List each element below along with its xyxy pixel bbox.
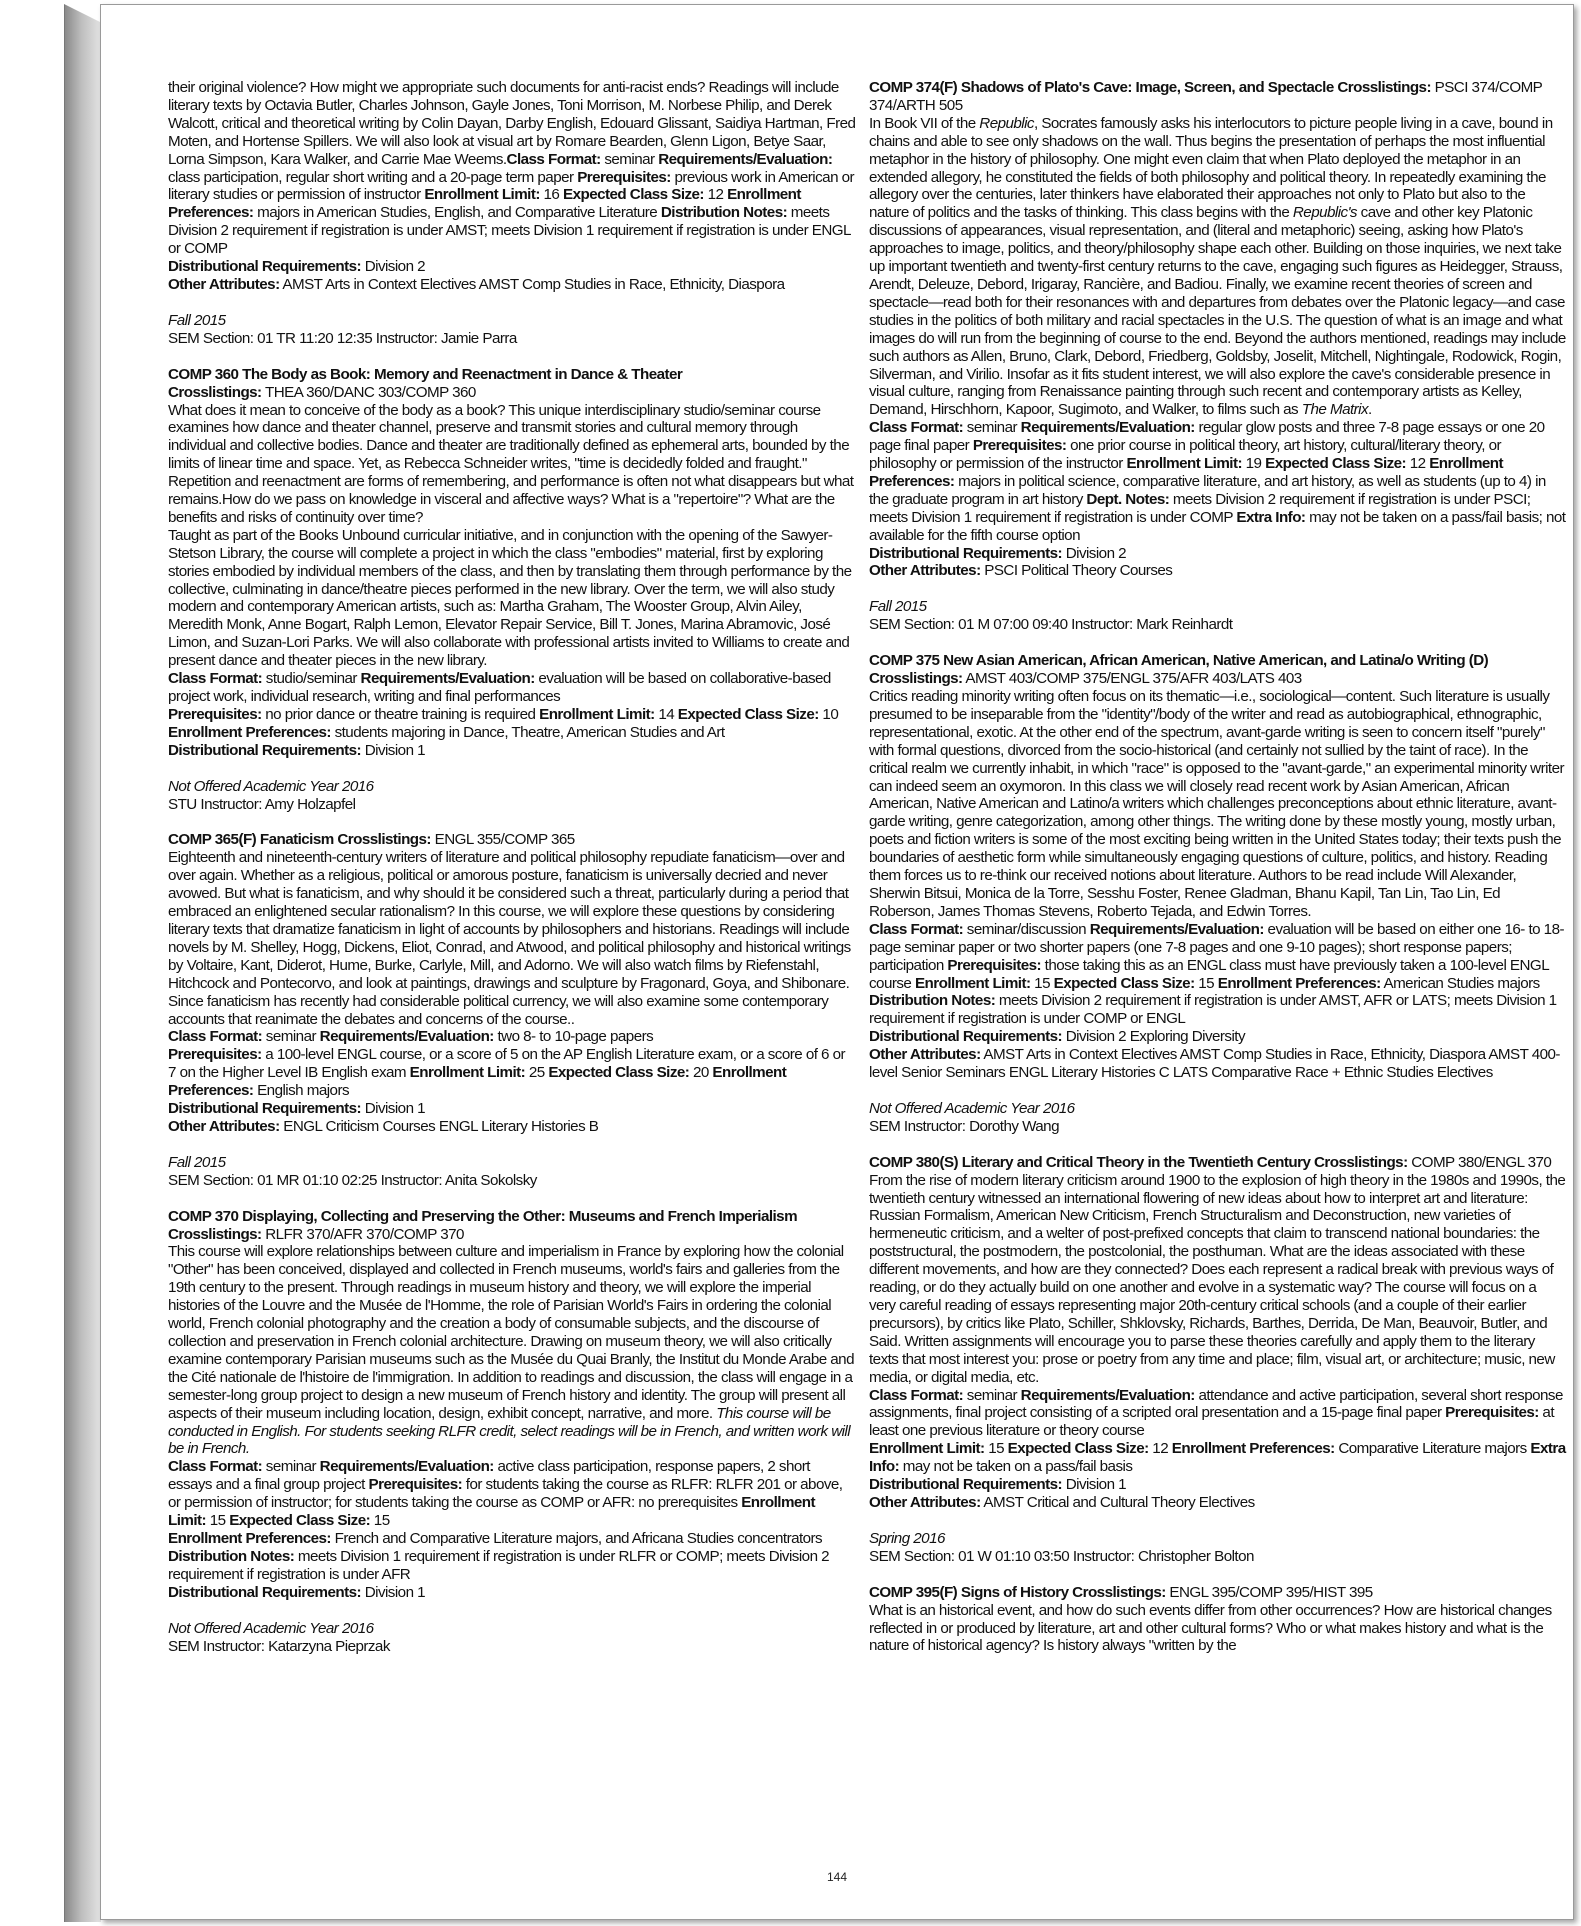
- field-label: Expected Class Size:: [563, 186, 704, 204]
- body-text: majors in American Studies, English, and Comparative Literature: [253, 204, 661, 222]
- text-block: [869, 1476, 1566, 1494]
- body-text: 15: [1030, 974, 1054, 992]
- field-label: Other Attributes:: [168, 275, 280, 293]
- field-label: COMP 365(F) Fanaticism Crosslistings:: [168, 831, 431, 849]
- field-label: Requirements/Evaluation:: [1089, 920, 1264, 938]
- field-label: Prerequisites:: [368, 1476, 463, 1494]
- text-block: [168, 312, 856, 330]
- field-label: Class Format:: [869, 920, 964, 938]
- field-label: Distributional Requirements:: [168, 1100, 362, 1118]
- body-text: a 100-level ENGL course, or a score of 5 on the AP English Literature exam, or a score of 6 or 7 on the Higher Level IB English exam: [168, 1046, 846, 1082]
- body-text: class participation, regular short writing and a 20-page term paper: [168, 168, 578, 186]
- text-block: [168, 1100, 856, 1118]
- italic-text: Fall 2015: [168, 1153, 226, 1171]
- body-text: Critics reading minority writing often focus on its thematic—i.e., sociological—content. Such literature is usually presumed to be inseparable from the "identity"/body of the writer and read as autobiographical, ethnographic, representational, exotic. At the other end of the spectrum, avant-garde writing is seen to concern itself "purely" with formal questions, divorced from the socio-historical (and certainly not sullied by the taint of race). In the critical realm we currently inhabit, in which "race" is opposed to the "avant-garde," an experimental minority writer can indeed seem an oxymoron. In this class we will closely read recent work by Asian American, African American, Native American and Latino/a writers which challenges preconceptions about ethnic literature, avant-garde writing, genre categorization, among other things. The writing done by these mostly young, mostly urban, poets and fiction writers is some of the most exciting being written in the United States today; their texts push the boundaries of aesthetic form while simultaneously engaging questions of culture, politics, and history. Reading them forces us to re-think our received notions about literature. Authors to be read include Will Alexander, Sherwin Bitsui, Monica de la Torre, Sesshu Foster, Renee Gladman, Bhanu Kapil, Tan Lin, Tao Lin, Ed Roberson, James Thomas Stevens, Roberto Tejada, and Edwin Torres.: [869, 688, 1564, 920]
- field-label: Requirements/Evaluation:: [1020, 1386, 1195, 1404]
- book-spine-corner: [64, 4, 100, 22]
- text-block: [869, 1046, 1566, 1082]
- body-text: 12: [703, 186, 728, 204]
- italic-text: Republic's: [1292, 204, 1357, 222]
- field-label: Enrollment Preferences:: [1217, 974, 1381, 992]
- field-label: Dept. Notes:: [1086, 490, 1170, 508]
- body-text: This course will explore relationships between culture and imperialism in France by exploring how the colonial "Other" has been conceived, displayed and collected in French museums, world's fairs and galleries from the 19th century to the present. Through readings in museum history and theory, we will explore the imperial histories of the Louvre and the Musée de l'Homme, the role of Parisian World's Fairs in ordering the colonial world, French colonial photography and the creation a body of consumable subjects, and the discourse of collection and preservation in French colonial architecture. Drawing on museum theory, we will also critically examine contemporary Parisian museums such as the Musée du Quai Branly, the Institut du Monde Arabe and the Cité nationale de l'histoire de l'immigration. In addition to readings and discussion, the class will engage in a semester-long group project to design a new museum of French history and identity. The group will present all aspects of their museum including location, design, exhibit concept, narrative, and more.: [168, 1243, 854, 1422]
- paragraph-gap: [168, 294, 856, 312]
- body-text: majors in political science, comparative literature, and art history, as well as students (up to 4) in the graduate program in art history: [869, 472, 1546, 508]
- body-text: Eighteenth and nineteenth-century writers of literature and political philosophy repudiate fanaticism—over and over again. Whether as a religious, political or amorous posture, fanaticism is universally decried and never avowed. But what is fanaticism, and why should it be considered such a threat, particularly during a period that embraced an enlightened secular rationalism? In this course, we will explore these questions by considering literary texts that dramatize fanaticism in light of accounts by philosophers and historians. Readings will include novels by M. Shelley, Hogg, Dickens, Eliot, Conrad, and Atwood, and political philosophy and historical writings by Voltaire, Kant, Diderot, Hume, Burke, Carlyle, Mill, and Adorno. We will also watch films by Riefenstahl, Hitchcock and Pontecorvo, and look at paintings, drawings and sculpture by Fragonard, Goya, and Shibonare. Since fanaticism has recently had considerable political currency, we will also examine some contemporary accounts that reanimate the debates and concerns of the course..: [168, 849, 851, 1028]
- body-text: seminar: [963, 1386, 1021, 1404]
- field-label: Enrollment Preferences:: [168, 1064, 787, 1100]
- body-text: for students taking the course as RLFR: RLFR 201 or above, or permission of instructor; for students taking the course as COMP or AFR: no prerequisites: [168, 1476, 843, 1512]
- text-block: [869, 1154, 1566, 1172]
- field-label: COMP 395(F) Signs of History Crosslistings:: [869, 1583, 1166, 1601]
- document-page: [100, 4, 1574, 1920]
- body-text: AMST Arts in Context Electives AMST Comp Studies in Race, Ethnicity, Diaspora AMST 400-level Senior Seminars ENGL Literary Histories C LATS Comparative Race + Ethnic Studies Electives: [869, 1046, 1560, 1082]
- body-text: 15: [984, 1440, 1008, 1458]
- field-label: Requirements/Evaluation:: [1020, 419, 1195, 437]
- field-label: Distribution Notes:: [660, 204, 788, 222]
- text-block: [168, 1172, 856, 1190]
- body-text: their original violence? How might we appropriate such documents for anti-racist ends? Readings will include literary texts by Octavia Butler, Charles Johnson, Gayle Jones, Toni Morrison, M. Norbese Philip, and Derek Walcott, critical and theoretical writing by Colin Dayan, Darby English, Edouard Glissant, Saidiya Hartman, Fred Moten, and Hortense Spillers. We will also look at visual art by Romare Bearden, Glenn Ligon, Betye Saar, Lorna Simpson, Kara Walker, and Carrie Mae Weems.: [168, 79, 856, 168]
- body-text: SEM Section: 01 MR 01:10 02:25 Instructor: Anita Sokolsky: [168, 1171, 537, 1189]
- italic-text: Not Offered Academic Year 2016: [168, 777, 374, 795]
- italic-text: The Matrix: [1301, 401, 1369, 419]
- body-text: COMP 380/ENGL 370: [1407, 1153, 1552, 1171]
- body-text: studio/seminar: [262, 670, 361, 688]
- paragraph-gap: [168, 813, 856, 831]
- field-label: Enrollment Preferences:: [168, 1529, 331, 1547]
- body-text: PSCI Political Theory Courses: [980, 562, 1173, 580]
- text-block: [168, 1620, 856, 1638]
- body-text: ENGL 355/COMP 365: [430, 831, 575, 849]
- body-text: 16: [539, 186, 563, 204]
- text-block: [869, 1387, 1566, 1441]
- body-text: cave and other key Platonic discussions of appearances, visual representation, and (literal and metaphoric) seeing, asking how Plato's approaches to image, politics, and theory/philosophy shape each other. Building on those inquiries, we next take up important twentieth and twenty-first century returns to the cave, engaging such figures as Heidegger, Strauss, Arendt, Deleuze, Debord, Irigaray, Rancière, and Badiou. Finally, we examine recent theories of screen and spectacle—read both for their resonances with and departures from debates over the Platonic legacy—and case studies in the politics of both military and racial spectacles in the U.S. The question of what is an image and what images do will run from the beginning of course to the end. Beyond the authors mentioned, readings may include such authors as Allen, Bruno, Clark, Debord, Friedberg, Goldsby, Joselit, Mitchell, Nightingale, Rodowick, Rogin, Silverman, and Virilio. Insofar as it fits student interest, we will also explore the cave's considerable presence in visual culture, ranging from Renaissance painting through such recent and contemporary artists as Kelley, Demand, Hirschhorn, Kapoor, Sugimoto, and Walker, to films such as: [869, 204, 1566, 419]
- text-block: [869, 652, 1566, 688]
- text-block: [168, 79, 856, 258]
- body-text: 15: [1194, 974, 1218, 992]
- field-label: Expected Class Size:: [1007, 1440, 1149, 1458]
- body-text: evaluation will be based on either one 16- to 18-page seminar paper or two shorter papers (one 7-8 pages and one 9-10 pages); short response papers; participation: [869, 920, 1564, 974]
- field-label: Enrollment Preferences:: [869, 455, 1504, 490]
- text-block: [869, 1440, 1566, 1476]
- field-label: Class Format:: [869, 1386, 964, 1404]
- body-text: RLFR 370/AFR 370/COMP 370: [261, 1225, 464, 1243]
- field-label: Enrollment Limit:: [424, 186, 540, 204]
- field-label: Expected Class Size:: [677, 705, 819, 723]
- body-text: AMST Critical and Cultural Theory Electives: [980, 1493, 1255, 1511]
- body-text: Division 2: [361, 258, 426, 276]
- paragraph-gap: [168, 1602, 856, 1620]
- body-text: Division 1: [361, 1100, 426, 1118]
- field-label: Requirements/Evaluation:: [319, 1458, 494, 1476]
- field-label: Other Attributes:: [869, 562, 981, 580]
- text-block: [168, 778, 856, 796]
- text-block: [168, 258, 856, 276]
- body-text: English majors: [253, 1082, 350, 1100]
- body-text: 14: [654, 705, 678, 723]
- body-text: Division 1: [1062, 1476, 1127, 1494]
- body-text: those taking this as an ENGL class must have previously taken a 100-level ENGL course: [869, 956, 1549, 992]
- field-label: Expected Class Size:: [229, 1512, 371, 1530]
- field-label: COMP 370 Displaying, Collecting and Preserving the Other: Museums and French Imperialism Crosslistings:: [168, 1207, 798, 1243]
- field-label: COMP 375 New Asian American, African American, Native American, and Latina/o Writing (D) Crosslistings:: [869, 652, 1489, 688]
- field-label: Other Attributes:: [869, 1046, 981, 1064]
- text-block: [168, 796, 856, 814]
- field-label: Other Attributes:: [168, 1117, 280, 1135]
- text-block: [869, 1100, 1566, 1118]
- text-block: [869, 562, 1566, 580]
- body-text: Comparative Literature majors: [1334, 1440, 1531, 1458]
- body-text: seminar: [262, 1458, 320, 1476]
- body-text: at least one previous literature or theory course: [869, 1404, 1555, 1440]
- paragraph-gap: [869, 1566, 1566, 1584]
- italic-text: Not Offered Academic Year 2016: [168, 1619, 374, 1637]
- italic-text: Fall 2015: [168, 311, 226, 329]
- body-text: SEM Section: 01 M 07:00 09:40 Instructor: Mark Reinhardt: [869, 616, 1233, 634]
- body-text: 12: [1148, 1440, 1172, 1458]
- italic-text: Spring 2016: [869, 1529, 945, 1547]
- text-block: [869, 1584, 1566, 1602]
- body-text: What is an historical event, and how do such events differ from other occurrences? How are historical changes reflected in or produced by literature, art and other cultural forms? Who or what makes history and what is the nature of historical agency? Is history always "written by the: [869, 1601, 1552, 1655]
- body-text: THEA 360/DANC 303/COMP 360: [261, 383, 476, 401]
- body-text: What does it mean to conceive of the body as a book? This unique interdisciplinary studio/seminar course examines how dance and theater channel, preserve and transmit stories and cultural memory through individual and collective bodies. Dance and theater are traditionally defined as ephemeral arts, bounded by the limits of linear time and space. Yet, as Rebecca Schneider writes, "time is decidedly folded and fraught." Repetition and reenactment are forms of remembering, and performance is often not what disappears but what remains.How do we pass on knowledge in visceral and affective ways? What is a "repertoire"? What are the benefits and risks of continuity over time?: [168, 401, 854, 526]
- field-label: Enrollment Preferences:: [168, 723, 331, 741]
- body-text: Division 2: [1062, 544, 1127, 562]
- body-text: Division 1: [361, 1583, 426, 1601]
- field-label: Prerequisites:: [972, 437, 1067, 455]
- text-block: [168, 1638, 856, 1656]
- text-block: [168, 742, 856, 760]
- text-block: [168, 1154, 856, 1172]
- italic-text: Republic: [979, 114, 1034, 132]
- paragraph-gap: [869, 1136, 1566, 1154]
- field-label: Distributional Requirements:: [869, 544, 1063, 562]
- field-label: Distributional Requirements:: [869, 1028, 1063, 1046]
- field-label: Extra Info:: [869, 1440, 1566, 1476]
- italic-text: Fall 2015: [869, 598, 927, 616]
- field-label: Prerequisites:: [168, 705, 262, 723]
- body-text: meets Division 1 requirement if registration is under RLFR or COMP; meets Division 2 requirement if registration is under AFR: [168, 1547, 830, 1583]
- paragraph-gap: [168, 1190, 856, 1208]
- field-label: Distributional Requirements:: [168, 741, 362, 759]
- field-label: Enrollment Limit:: [1126, 455, 1242, 473]
- right-column: [869, 79, 1566, 1655]
- body-text: ENGL 395/COMP 395/HIST 395: [1165, 1583, 1373, 1601]
- field-label: Prerequisites:: [168, 1046, 262, 1064]
- field-label: Expected Class Size:: [1265, 455, 1407, 473]
- field-label: Requirements/Evaluation:: [319, 1028, 494, 1046]
- body-text: From the rise of modern literary criticism around 1900 to the explosion of high theory in the 1980s and 1990s, the twentieth century witnessed an international flowering of new ideas about how to interpret art and literature: Russian Formalism, American New Criticism, French Structuralism and Deconstruction, new varieties of hermeneutic criticism, and a welter of post-prefixed concepts that claim to transcend national boundaries: the poststructural, the postmodern, the postcolonial, the posthuman. What are the ideas associated with these different movements, and how are they connected? Does each represent a radical break with previous ways of reading, or do they actually build on one another and evolve in a systematic way? The course will focus on a very careful reading of essays representing major 20th-century critical schools (and a couple of their earlier precursors), by critics like Plato, Schiller, Shklovsky, Richards, Barthes, Derrida, De Man, Beauvoir, Butler, and Said. Written assignments will encourage you to parse these theories carefully and apply them to the literary texts that most interest you: prose or poetry from any time and place; film, visual art, or architecture; music, new media, or digital media, etc.: [869, 1171, 1566, 1386]
- body-text: no prior dance or theatre training is required: [261, 705, 540, 723]
- text-block: [168, 1584, 856, 1602]
- field-label: Distributional Requirements:: [168, 1583, 362, 1601]
- text-block: [869, 1548, 1566, 1566]
- field-label: Enrollment Limit:: [168, 1494, 816, 1530]
- field-label: Enrollment Preferences:: [168, 186, 801, 222]
- field-label: COMP 360 The Body as Book: Memory and Reenactment in Dance & Theater: [168, 365, 683, 383]
- left-column: [168, 79, 856, 1655]
- paragraph-gap: [168, 760, 856, 778]
- body-text: students majoring in Dance, Theatre, American Studies and Art: [330, 723, 725, 741]
- body-text: Taught as part of the Books Unbound curricular initiative, and in conjunction with the opening of the Sawyer-Stetson Library, the course will complete a project in which the class "embodies" material, first by exploring stories embodied by individual members of the class, and then by translating them through performance by the collective, culminating in dance/theatre pieces performed in the new library. Over the term, we will also study modern and contemporary American artists, such as: Martha Graham, The Wooster Group, Alvin Ailey, Meredith Monk, Anne Bogart, Ralph Lemon, Elevator Repair Service, Bill T. Jones, Marina Abramovic, José Limon, and Suzan-Lori Parks. We will also collaborate with professional artists invited to Williams to create and present dance and theater pieces in the new library.: [168, 526, 852, 670]
- body-text: two 8- to 10-page papers: [493, 1028, 654, 1046]
- text-block: [869, 419, 1566, 544]
- body-text: AMST 403/COMP 375/ENGL 375/AFR 403/LATS 403: [962, 670, 1302, 688]
- text-block: [168, 670, 856, 706]
- text-block: [168, 831, 856, 849]
- text-block: [168, 366, 856, 384]
- body-text: may not be taken on a pass/fail basis; not available for the fifth course option: [869, 508, 1566, 544]
- text-block: [168, 706, 856, 742]
- body-text: SEM Instructor: Katarzyna Pieprzak: [168, 1637, 390, 1655]
- italic-text: Not Offered Academic Year 2016: [869, 1099, 1075, 1117]
- text-block: [869, 1494, 1566, 1512]
- body-text: PSCI 374/COMP 374/ARTH 505: [869, 79, 1542, 114]
- text-block: [168, 849, 856, 1028]
- body-text: seminar: [600, 150, 659, 168]
- field-label: COMP 374(F) Shadows of Plato's Cave: Image, Screen, and Spectacle Crosslistings:: [869, 79, 1431, 96]
- text-block: [869, 1530, 1566, 1548]
- body-text: may not be taken on a pass/fail basis: [899, 1458, 1133, 1476]
- field-label: Enrollment Limit:: [409, 1064, 526, 1082]
- body-text: 19: [1241, 455, 1266, 473]
- body-text: STU Instructor: Amy Holzapfel: [168, 795, 356, 813]
- field-label: Enrollment Limit:: [914, 974, 1031, 992]
- body-text: meets Division 2 requirement if registration is under AMST; meets Division 1 requirement if registration is under ENGL or COMP: [168, 204, 851, 258]
- paragraph-gap: [869, 1082, 1566, 1100]
- field-label: Prerequisites:: [577, 168, 671, 186]
- body-text: .: [1368, 401, 1372, 419]
- field-label: Prerequisites:: [947, 956, 1042, 974]
- text-block: [869, 598, 1566, 616]
- body-text: SEM Section: 01 TR 11:20 12:35 Instructor: Jamie Parra: [168, 329, 517, 347]
- text-block: [869, 688, 1566, 921]
- page-number: 144: [826, 1870, 848, 1884]
- body-text: seminar: [963, 419, 1021, 437]
- field-label: COMP 380(S) Literary and Critical Theory in the Twentieth Century Crosslistings:: [869, 1153, 1408, 1171]
- text-block: [168, 1458, 856, 1530]
- text-block: [869, 1172, 1566, 1387]
- field-label: Class Format:: [506, 150, 601, 168]
- text-block: [869, 921, 1566, 1028]
- body-text: 12: [1406, 455, 1430, 473]
- body-text: one prior course in political theory, art history, cultural/literary theory, or philosophy or permission of the instructor: [869, 437, 1502, 473]
- field-label: Prerequisites:: [1445, 1404, 1539, 1422]
- body-text: 20: [689, 1064, 713, 1082]
- body-text: previous work in American or literary studies or permission of instructor: [168, 168, 855, 204]
- body-text: evaluation will be based on collaborative-based project work, individual research, writing and final performances: [168, 670, 831, 705]
- body-text: American Studies majors: [1380, 974, 1540, 992]
- text-block: [168, 1208, 856, 1244]
- field-label: Crosslistings:: [168, 383, 262, 401]
- field-label: Expected Class Size:: [548, 1064, 690, 1082]
- field-label: Requirements/Evaluation:: [658, 150, 833, 168]
- body-text: AMST Arts in Context Electives AMST Comp Studies in Race, Ethnicity, Diaspora: [279, 275, 785, 293]
- text-block: [869, 115, 1566, 419]
- paragraph-gap: [869, 634, 1566, 652]
- field-label: Enrollment Limit:: [869, 1440, 985, 1458]
- text-block: [168, 330, 856, 348]
- field-label: Distribution Notes:: [869, 992, 996, 1010]
- text-block: [869, 79, 1566, 115]
- paragraph-gap: [869, 1512, 1566, 1530]
- text-block: [869, 1118, 1566, 1136]
- body-text: , Socrates famously asks his interlocutors to picture people living in a cave, bound in chains and able to see only shadows on the wall. Thus begins the presentation of perhaps the most influential metaphor in the history of philosophy. One might even claim that when Plato deployed the metaphor in an extended allegory, he constituted the fields of both philosophy and political theory. In repeatedly examining the allegory over the centuries, later thinkers have elaborated their approaches not only to Plato but also to the nature of politics and the tasks of thinking. This class begins with the: [869, 114, 1553, 222]
- body-text: 15: [206, 1512, 230, 1530]
- body-text: regular glow posts and three 7-8 page essays or one 20 page final paper: [869, 419, 1545, 455]
- body-text: active class participation, response papers, 2 short essays and a final group project: [168, 1458, 810, 1494]
- field-label: Enrollment Limit:: [539, 705, 655, 723]
- field-label: Class Format:: [168, 1028, 263, 1046]
- field-label: Class Format:: [869, 419, 964, 437]
- text-block: [168, 1046, 856, 1100]
- body-text: Division 2 Exploring Diversity: [1062, 1028, 1246, 1046]
- book-spine: [64, 4, 101, 1922]
- text-block: [168, 1028, 856, 1046]
- field-label: Extra Info:: [1236, 508, 1306, 526]
- body-text: meets Division 2 requirement if registration is under AMST, AFR or LATS; meets Division 1 requirement if registration is under COMP or ENGL: [869, 992, 1557, 1028]
- text-block: [168, 402, 856, 527]
- text-block: [869, 545, 1566, 563]
- paragraph-gap: [869, 580, 1566, 598]
- text-block: [168, 1243, 856, 1458]
- field-label: Requirements/Evaluation:: [360, 670, 535, 688]
- text-block: [168, 527, 856, 670]
- body-text: seminar/discussion: [963, 920, 1090, 938]
- text-block: [168, 1118, 856, 1136]
- text-block: [168, 1530, 856, 1584]
- field-label: Class Format:: [168, 1458, 263, 1476]
- field-label: Expected Class Size:: [1053, 974, 1195, 992]
- paragraph-gap: [168, 1136, 856, 1154]
- body-text: Division 1: [361, 741, 426, 759]
- field-label: Enrollment Preferences:: [1171, 1440, 1335, 1458]
- body-text: attendance and active participation, several short response assignments, final project consisting of a scripted oral presentation and a 15-page final paper: [869, 1386, 1563, 1422]
- paragraph-gap: [168, 348, 856, 366]
- text-block: [168, 276, 856, 294]
- body-text: In Book VII of the: [869, 114, 980, 132]
- field-label: Other Attributes:: [869, 1493, 981, 1511]
- italic-text: This course will be conducted in English. For students seeking RLFR credit, select readings will be in French, and written work will be in French.: [168, 1404, 851, 1458]
- body-text: SEM Instructor: Dorothy Wang: [869, 1117, 1059, 1135]
- field-label: Class Format:: [168, 670, 263, 688]
- text-block: [869, 1028, 1566, 1046]
- field-label: Distributional Requirements:: [168, 258, 362, 276]
- body-text: French and Comparative Literature majors, and Africana Studies concentrators: [330, 1529, 823, 1547]
- body-text: 15: [370, 1512, 390, 1530]
- body-text: 25: [525, 1064, 549, 1082]
- body-text: ENGL Criticism Courses ENGL Literary Histories B: [279, 1117, 599, 1135]
- body-text: SEM Section: 01 W 01:10 03:50 Instructor: Christopher Bolton: [869, 1547, 1254, 1565]
- text-block: [168, 384, 856, 402]
- body-text: seminar: [262, 1028, 320, 1046]
- body-text: meets Division 2 requirement if registration is under PSCI; meets Division 1 requirement if registration is under COMP: [869, 490, 1531, 526]
- text-block: [869, 1602, 1566, 1656]
- field-label: Distributional Requirements:: [869, 1476, 1063, 1494]
- field-label: Distribution Notes:: [168, 1547, 295, 1565]
- text-block: [869, 616, 1566, 634]
- body-text: 10: [818, 705, 839, 723]
